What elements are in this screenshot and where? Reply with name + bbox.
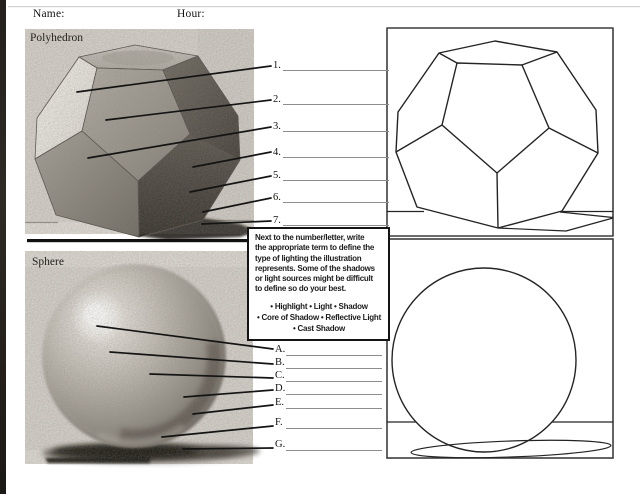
- blank-label: 6.: [273, 192, 281, 203]
- scan-artifact-line: [8, 6, 640, 7]
- blank-write-line[interactable]: [283, 131, 389, 132]
- sphere-title: Sphere: [32, 256, 64, 268]
- name-label: Name:: [33, 8, 65, 20]
- sphere-line-drawing: [387, 239, 613, 460]
- blank-label: 2.: [273, 94, 281, 105]
- instructions-text-line: to define so do your best.: [255, 284, 346, 294]
- answer-blank-D: [275, 383, 405, 397]
- blank-label: D.: [275, 383, 286, 394]
- blank-write-line[interactable]: [283, 157, 389, 158]
- blank-label: F.: [275, 417, 283, 428]
- section-divider-line: [27, 239, 247, 242]
- sphere-scan-drawing: [25, 251, 260, 464]
- blank-write-line[interactable]: [283, 180, 389, 181]
- blank-label: 7.: [273, 215, 281, 226]
- blank-write-line[interactable]: [286, 381, 382, 382]
- instructions-text-line: Next to the number/letter, write: [255, 233, 365, 242]
- blank-write-line[interactable]: [286, 394, 382, 395]
- blank-write-line[interactable]: [283, 70, 389, 71]
- answer-blank-G: [275, 439, 405, 453]
- blank-label: 1.: [273, 60, 281, 71]
- blank-label: G.: [275, 439, 286, 450]
- page-left-edge: [0, 0, 6, 494]
- blank-label: C.: [275, 370, 285, 381]
- instructions-text-line: type of lighting the illustration: [255, 253, 362, 263]
- instructions-text-line: represents. Some of the shadows: [255, 263, 375, 273]
- polyhedron-line-drawing: [387, 28, 613, 236]
- blank-label: 5.: [273, 170, 281, 181]
- answer-blank-6: [273, 192, 403, 206]
- answer-blank-5: [273, 170, 403, 184]
- blank-write-line[interactable]: [286, 450, 382, 451]
- blank-write-line[interactable]: [286, 368, 382, 369]
- blank-write-line[interactable]: [286, 428, 382, 429]
- term-line: • Highlight • Light • Shadow: [270, 301, 368, 311]
- blank-write-line[interactable]: [283, 202, 389, 203]
- polyhedron-title: Polyhedron: [30, 32, 84, 44]
- blank-label: 3.: [273, 121, 281, 132]
- answer-blank-F: [275, 417, 405, 431]
- sphere-outline: [392, 268, 576, 452]
- answer-blank-B: [275, 357, 405, 371]
- blank-label: A.: [275, 344, 286, 355]
- answer-blank-C: [275, 370, 405, 384]
- answer-blank-A: [275, 344, 405, 358]
- blank-label: B.: [275, 357, 285, 368]
- blank-label: E.: [275, 397, 285, 408]
- term-line: • Core of Shadow • Reflective Light: [257, 312, 381, 322]
- blank-write-line[interactable]: [283, 225, 389, 226]
- answer-blank-3: [273, 121, 403, 135]
- answer-blank-E: [275, 397, 405, 411]
- instructions-text-line: the appropriate term to define the: [255, 243, 375, 253]
- hour-label: Hour:: [177, 8, 205, 20]
- answer-blank-4: [273, 147, 403, 161]
- blank-write-line[interactable]: [286, 355, 382, 356]
- answer-blank-2: [273, 94, 403, 108]
- blank-label: 4.: [273, 147, 281, 158]
- blank-write-line[interactable]: [286, 408, 382, 409]
- leader-line-G: [183, 448, 273, 449]
- answer-blank-1: [273, 60, 403, 74]
- instructions-text-line: or light sources might be difficult: [255, 274, 373, 284]
- term-line: • Cast Shadow: [292, 323, 345, 333]
- lighting-terms-list: [255, 301, 383, 334]
- blank-write-line[interactable]: [283, 104, 389, 105]
- instructions-box: [247, 227, 390, 341]
